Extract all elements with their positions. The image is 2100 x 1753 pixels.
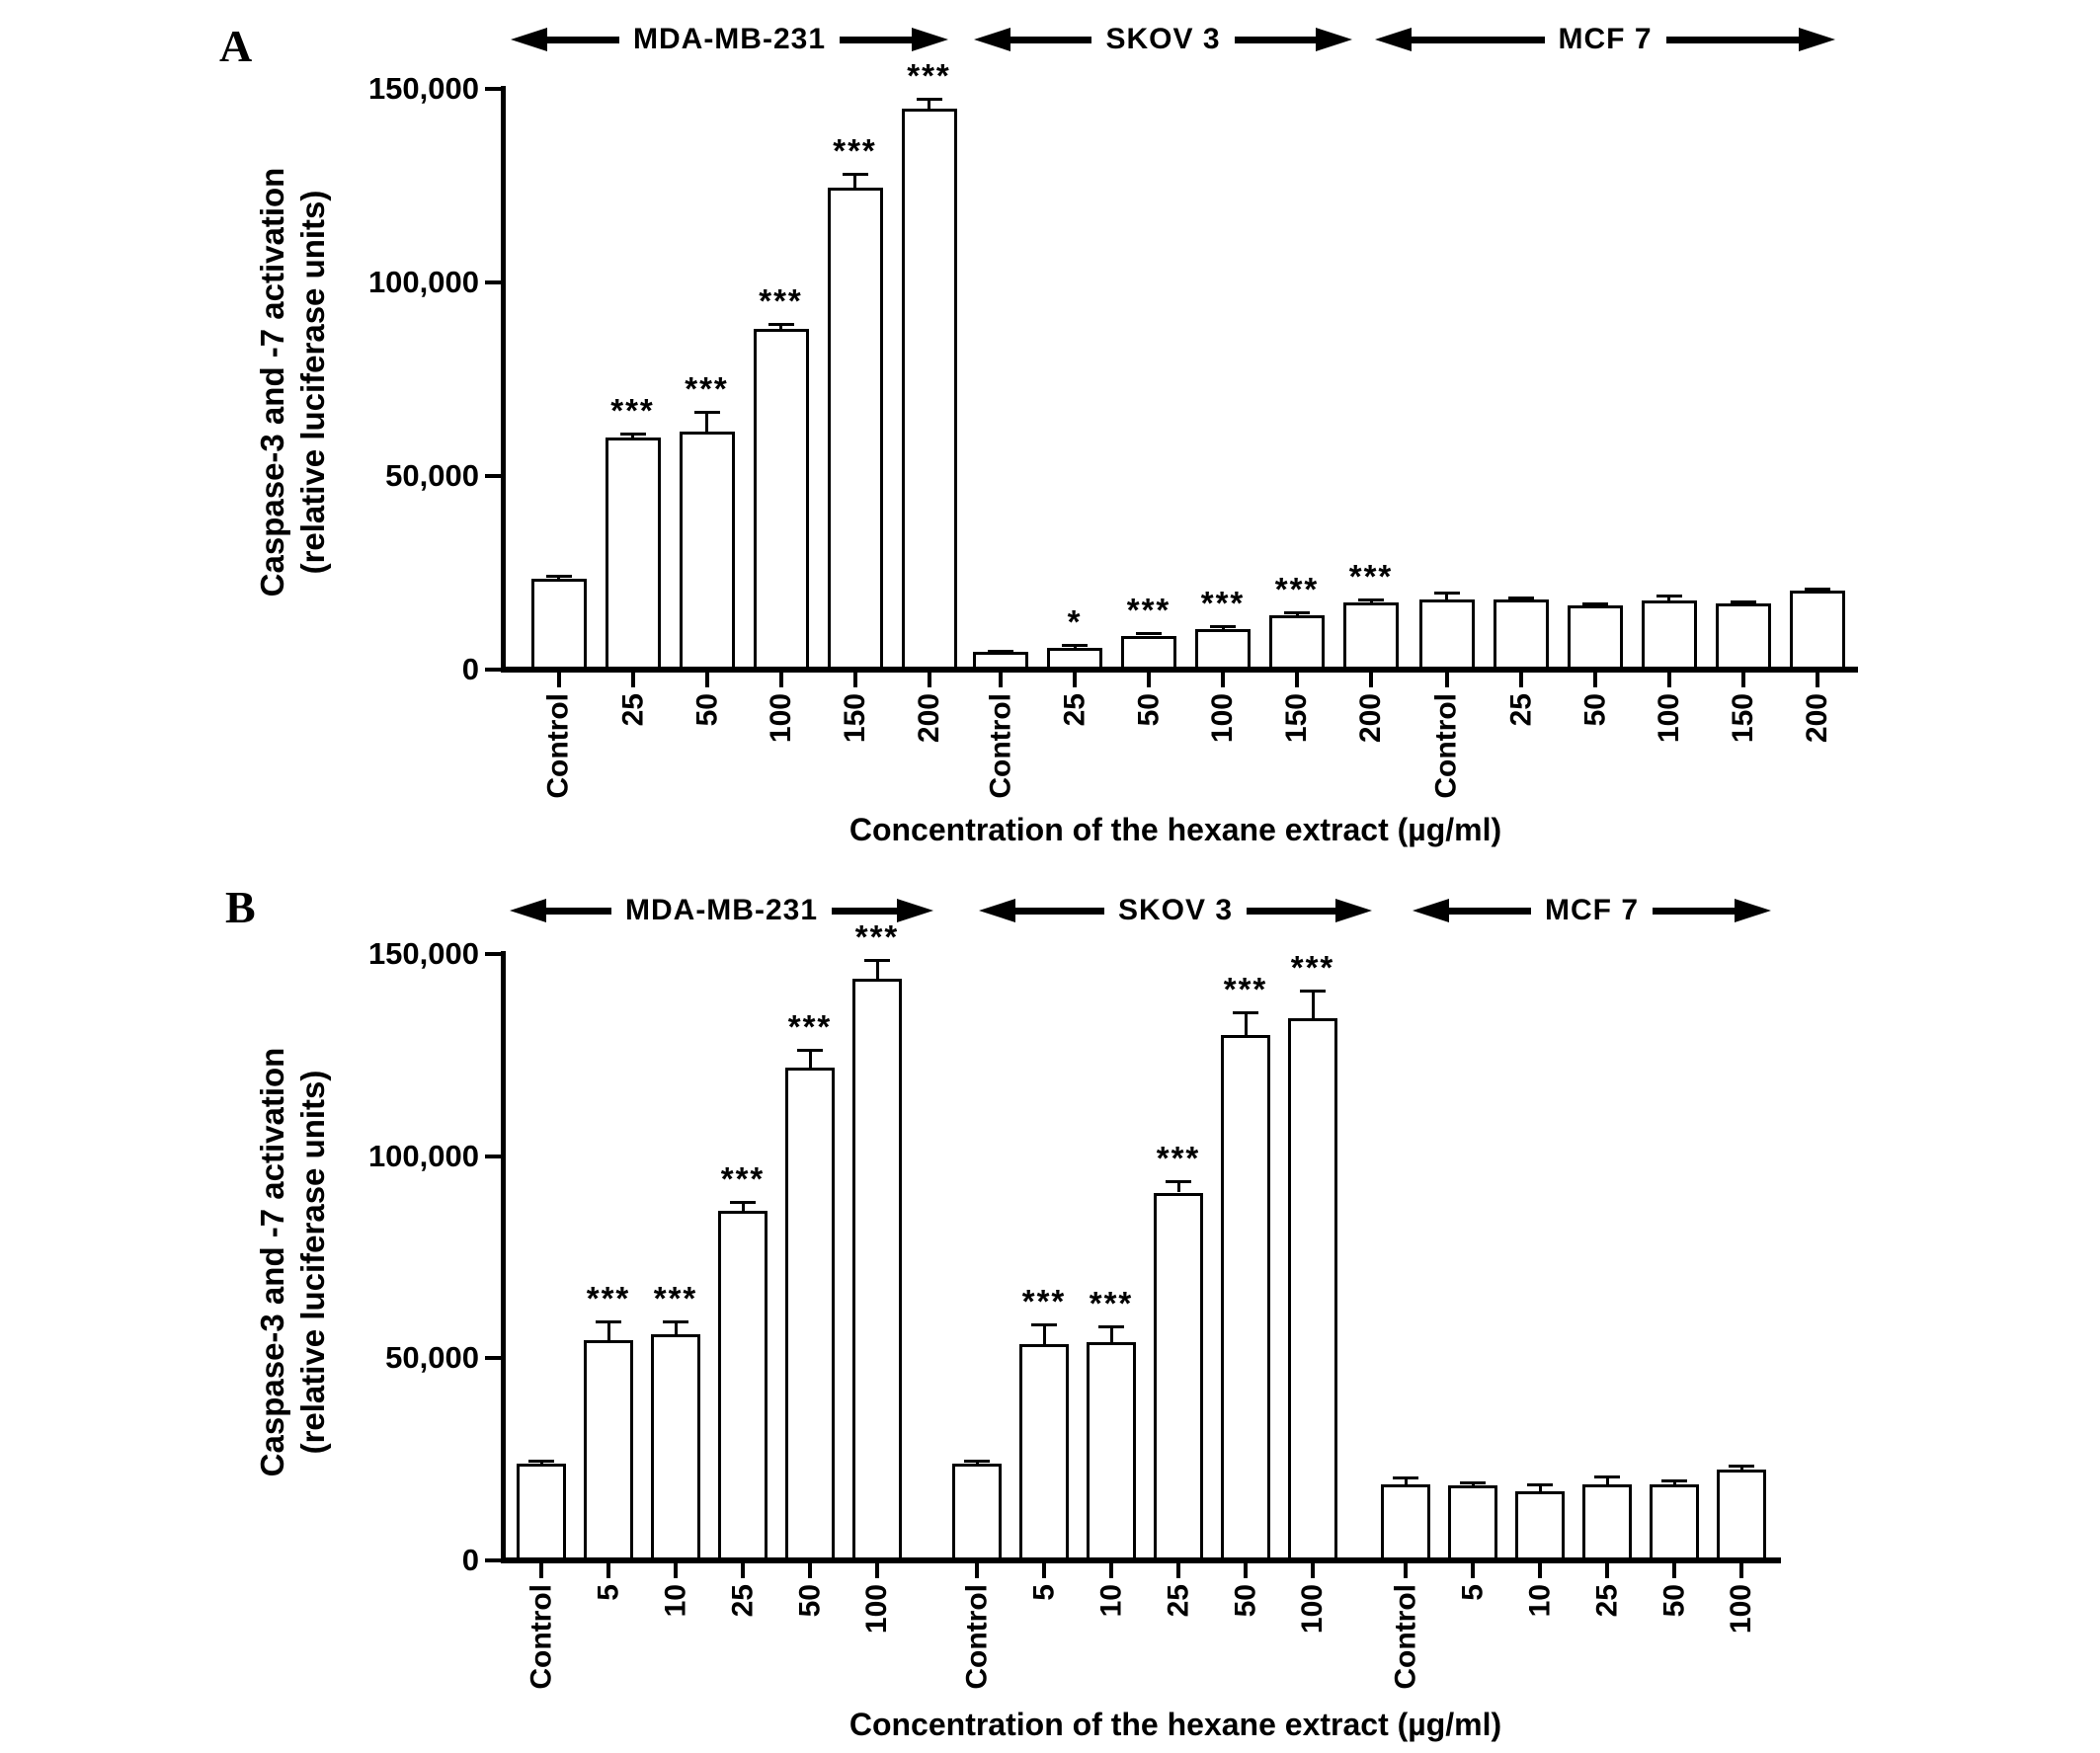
x-tick-label-text: 150 — [1727, 693, 1759, 744]
panel-a-group-label-MCF 7: MCF 7 — [1558, 23, 1653, 55]
panel-a-letter: A — [219, 21, 253, 71]
error-bar-MCF 7-200 — [1816, 589, 1818, 591]
panel-a-x-tick-SKOV 3-150 — [1295, 673, 1299, 687]
x-tick-label-text: 10 — [1094, 1584, 1128, 1618]
bar-MDA-MB-231-10 — [651, 1334, 700, 1560]
arrowhead-left-icon — [1375, 28, 1412, 51]
x-tick-label-text: 25 — [1504, 693, 1537, 727]
error-bar-MCF 7-25 — [1606, 1476, 1609, 1484]
panel-a-y-axis-title-line2: (relative luciferase units) — [294, 190, 331, 575]
panel-a-y-axis — [501, 86, 506, 673]
error-bar-cap-MCF 7-25 — [1594, 1475, 1620, 1478]
error-bar-cap-MDA-MB-231-Control — [528, 1460, 554, 1463]
panel-a-group-range-arrow-SKOV 3 — [974, 25, 1352, 54]
error-bar-cap-SKOV 3-200 — [1358, 598, 1384, 601]
panel-b-x-axis — [501, 1557, 1781, 1563]
panel-a-x-tick-MDA-MB-231-150 — [853, 673, 857, 687]
panel-b-x-tick-SKOV 3-50 — [1244, 1563, 1248, 1578]
x-tick-label-text: 100 — [860, 1584, 894, 1634]
significance-MDA-MB-231-200: *** — [907, 56, 951, 94]
error-bar-cap-SKOV 3-50 — [1136, 632, 1162, 635]
panel-b-x-tick-SKOV 3-Control — [975, 1563, 979, 1578]
error-bar-SKOV 3-Control — [976, 1461, 979, 1463]
bar-MDA-MB-231-5 — [584, 1340, 633, 1560]
error-bar-MDA-MB-231-Control — [557, 576, 560, 579]
arrowhead-left-icon — [510, 899, 546, 922]
error-bar-cap-SKOV 3-100 — [1300, 990, 1326, 993]
error-bar-SKOV 3-100 — [1312, 991, 1315, 1019]
error-bar-cap-MDA-MB-231-Control — [546, 575, 572, 578]
panel-b-x-tick-SKOV 3-5 — [1042, 1563, 1046, 1578]
x-tick-label-text: 200 — [1354, 693, 1388, 744]
x-tick-label-text: 50 — [793, 1584, 827, 1618]
error-bar-MCF 7-Control — [1445, 593, 1448, 599]
significance-SKOV 3-150: *** — [1274, 570, 1320, 607]
significance-MDA-MB-231-25: *** — [720, 1159, 766, 1197]
significance-MDA-MB-231-50: *** — [787, 1008, 833, 1046]
bar-MCF 7-100 — [1642, 600, 1697, 670]
panel-b-x-tick-MCF 7-10 — [1538, 1563, 1542, 1578]
x-tick-label-text: 50 — [1132, 693, 1166, 727]
error-bar-SKOV 3-100 — [1222, 626, 1225, 629]
bar-MDA-MB-231-Control — [517, 1464, 566, 1560]
arrow-shaft — [840, 37, 912, 43]
bar-MDA-MB-231-Control — [531, 579, 587, 670]
arrowhead-left-icon — [974, 28, 1010, 51]
error-bar-MCF 7-100 — [1667, 596, 1670, 600]
significance-SKOV 3-25: * — [1067, 602, 1083, 640]
bar-SKOV 3-5 — [1019, 1344, 1069, 1560]
panel-b-group-range-arrow-MDA-MB-231 — [510, 896, 933, 925]
significance-SKOV 3-100: *** — [1200, 585, 1246, 622]
arrow-shaft — [832, 908, 897, 915]
x-tick-label-text: 100 — [1296, 1584, 1330, 1634]
panel-a-x-tick-MCF 7-200 — [1816, 673, 1819, 687]
error-bar-cap-MDA-MB-231-25 — [620, 433, 646, 436]
panel-b-y-axis-title-line2: (relative luciferase units) — [294, 1070, 331, 1455]
significance-SKOV 3-10: *** — [1089, 1285, 1134, 1322]
panel-a-x-axis — [501, 667, 1858, 673]
panel-a-y-axis-title — [252, 37, 333, 728]
bar-SKOV 3-50 — [1221, 1035, 1270, 1560]
panel-a-y-tick-label-150,000: 150,000 — [367, 71, 479, 106]
panel-a-x-tick-MDA-MB-231-100 — [779, 673, 783, 687]
error-bar-cap-MDA-MB-231-200 — [917, 98, 942, 101]
significance-MDA-MB-231-150: *** — [833, 132, 877, 170]
x-tick-label-text: 25 — [1162, 1584, 1195, 1618]
arrowhead-left-icon — [979, 899, 1015, 922]
bar-MCF 7-10 — [1515, 1491, 1565, 1560]
panel-b-y-tick-0 — [485, 1558, 501, 1562]
arrowhead-left-icon — [511, 28, 547, 51]
significance-MDA-MB-231-25: *** — [610, 392, 655, 430]
bar-MCF 7-Control — [1381, 1484, 1430, 1560]
arrow-shaft — [1235, 37, 1316, 43]
arrow-shaft — [1247, 908, 1335, 915]
error-bar-cap-MDA-MB-231-10 — [663, 1320, 688, 1323]
x-tick-label-text: Control — [1430, 693, 1463, 799]
x-tick-label-text: Control — [1389, 1584, 1422, 1690]
error-bar-cap-MCF 7-50 — [1582, 602, 1608, 605]
error-bar-cap-MDA-MB-231-5 — [596, 1320, 621, 1323]
panel-a-group-label-MDA-MB-231: MDA-MB-231 — [633, 23, 827, 55]
panel-b-x-tick-MDA-MB-231-25 — [741, 1563, 745, 1578]
error-bar-cap-SKOV 3-25 — [1062, 644, 1088, 647]
panel-b-x-tick-SKOV 3-100 — [1311, 1563, 1315, 1578]
panel-a-group-label-SKOV 3: SKOV 3 — [1105, 23, 1221, 55]
significance-MDA-MB-231-5: *** — [586, 1280, 631, 1317]
panel-a-y-tick-label-50,000: 50,000 — [385, 458, 479, 493]
x-tick-label-text: 25 — [1590, 1584, 1624, 1618]
panel-b-x-tick-MDA-MB-231-Control — [539, 1563, 543, 1578]
panel-a-x-tick-MCF 7-150 — [1741, 673, 1745, 687]
error-bar-SKOV 3-150 — [1296, 612, 1299, 615]
error-bar-SKOV 3-200 — [1370, 599, 1373, 602]
arrowhead-right-icon — [1735, 899, 1771, 922]
x-tick-label-text: 5 — [592, 1584, 625, 1601]
error-bar-cap-SKOV 3-10 — [1098, 1325, 1124, 1328]
x-tick-label-text: 25 — [1058, 693, 1091, 727]
significance-SKOV 3-100: *** — [1290, 948, 1335, 986]
error-bar-cap-MCF 7-25 — [1508, 597, 1534, 599]
x-tick-label-text: 100 — [765, 693, 797, 744]
x-tick-label-text: 25 — [616, 693, 649, 727]
x-tick-label-text: 150 — [839, 693, 871, 744]
x-tick-label-text: 5 — [1027, 1584, 1061, 1601]
panel-b-group-range-arrow-SKOV 3 — [979, 896, 1372, 925]
x-tick-label-text: 200 — [913, 693, 945, 744]
panel-b-y-tick-150,000 — [485, 952, 501, 956]
error-bar-cap-MDA-MB-231-25 — [730, 1201, 756, 1204]
arrowhead-right-icon — [912, 28, 948, 51]
bar-SKOV 3-Control — [952, 1464, 1002, 1560]
arrow-shaft — [1412, 37, 1545, 43]
error-bar-MDA-MB-231-150 — [853, 174, 856, 188]
bar-MCF 7-50 — [1650, 1484, 1699, 1560]
panel-a-x-tick-MCF 7-50 — [1593, 673, 1597, 687]
panel-b-y-tick-label-150,000: 150,000 — [367, 936, 479, 971]
panel-a-x-tick-MCF 7-100 — [1667, 673, 1671, 687]
x-tick-label-text: 100 — [1653, 693, 1685, 744]
bar-SKOV 3-100 — [1288, 1018, 1337, 1560]
panel-b-group-label-MCF 7: MCF 7 — [1545, 894, 1639, 926]
panel-b-x-tick-MCF 7-5 — [1471, 1563, 1475, 1578]
arrowhead-right-icon — [1316, 28, 1352, 51]
panel-b-x-tick-SKOV 3-10 — [1109, 1563, 1113, 1578]
error-bar-MCF 7-25 — [1519, 598, 1522, 599]
arrow-shaft — [1015, 908, 1104, 915]
error-bar-cap-SKOV 3-150 — [1284, 611, 1310, 614]
significance-SKOV 3-25: *** — [1156, 1140, 1201, 1177]
bar-MCF 7-25 — [1494, 599, 1549, 670]
x-tick-label-text: Control — [542, 693, 575, 799]
error-bar-cap-MCF 7-5 — [1460, 1481, 1486, 1484]
x-tick-label-text: Control — [984, 693, 1017, 799]
panel-b-y-axis — [501, 951, 506, 1563]
x-tick-label-text: 50 — [690, 693, 723, 727]
error-bar-MDA-MB-231-5 — [607, 1321, 610, 1339]
arrow-shaft — [1449, 908, 1531, 915]
error-bar-MCF 7-Control — [1405, 1477, 1408, 1484]
panel-a-y-tick-50,000 — [485, 474, 501, 478]
bar-MDA-MB-231-200 — [902, 109, 957, 670]
x-tick-label-text: 50 — [1657, 1584, 1691, 1618]
bar-SKOV 3-25 — [1154, 1193, 1203, 1560]
significance-MDA-MB-231-100: *** — [759, 282, 803, 320]
significance-MDA-MB-231-50: *** — [685, 369, 729, 407]
bar-SKOV 3-50 — [1121, 636, 1176, 670]
bar-MDA-MB-231-150 — [828, 188, 883, 670]
panel-a-x-tick-MCF 7-25 — [1519, 673, 1523, 687]
error-bar-MDA-MB-231-25 — [742, 1202, 745, 1211]
error-bar-MDA-MB-231-50 — [809, 1050, 812, 1067]
error-bar-MCF 7-5 — [1472, 1482, 1475, 1485]
panel-b-group-range-arrow-MCF 7 — [1413, 896, 1771, 925]
bar-SKOV 3-Control — [973, 652, 1028, 670]
significance-SKOV 3-50: *** — [1223, 971, 1268, 1008]
arrowhead-left-icon — [1413, 899, 1449, 922]
arrow-shaft — [546, 908, 611, 915]
panel-a-x-tick-MDA-MB-231-Control — [557, 673, 561, 687]
error-bar-cap-SKOV 3-5 — [1031, 1323, 1057, 1326]
error-bar-cap-MDA-MB-231-50 — [694, 411, 720, 414]
x-tick-label-text: 100 — [1725, 1584, 1758, 1634]
bar-SKOV 3-100 — [1195, 629, 1251, 670]
panel-b-letter: B — [225, 882, 256, 932]
error-bar-cap-MDA-MB-231-100 — [864, 959, 890, 962]
error-bar-MCF 7-100 — [1740, 1466, 1743, 1470]
significance-SKOV 3-200: *** — [1348, 558, 1394, 596]
bar-SKOV 3-10 — [1087, 1342, 1136, 1560]
error-bar-cap-SKOV 3-50 — [1233, 1011, 1258, 1014]
panel-a-x-tick-SKOV 3-Control — [999, 673, 1003, 687]
error-bar-SKOV 3-50 — [1148, 633, 1151, 636]
error-bar-cap-SKOV 3-Control — [988, 650, 1013, 653]
error-bar-MCF 7-150 — [1741, 601, 1744, 603]
bar-MDA-MB-231-100 — [754, 329, 809, 670]
bar-MDA-MB-231-25 — [718, 1211, 767, 1560]
bar-MCF 7-Control — [1419, 599, 1475, 670]
bar-MCF 7-5 — [1448, 1485, 1497, 1560]
error-bar-SKOV 3-50 — [1245, 1012, 1248, 1035]
error-bar-SKOV 3-10 — [1110, 1326, 1113, 1342]
significance-MDA-MB-231-100: *** — [854, 918, 900, 956]
panel-b-x-tick-MCF 7-Control — [1404, 1563, 1408, 1578]
error-bar-MCF 7-50 — [1673, 1480, 1676, 1484]
error-bar-cap-MDA-MB-231-50 — [797, 1049, 823, 1052]
panel-a-x-axis-title: Concentration of the hexane extract (µg/ml) — [848, 812, 1502, 847]
panel-b-x-tick-MDA-MB-231-10 — [674, 1563, 678, 1578]
error-bar-cap-MCF 7-100 — [1656, 595, 1682, 598]
panel-a-group-range-arrow-MCF 7 — [1375, 25, 1835, 54]
panel-b-x-tick-MDA-MB-231-5 — [606, 1563, 610, 1578]
error-bar-SKOV 3-25 — [1177, 1181, 1180, 1192]
panel-a-group-range-arrow-MDA-MB-231 — [511, 25, 948, 54]
x-tick-label-text: 10 — [659, 1584, 692, 1618]
bar-MCF 7-100 — [1717, 1470, 1766, 1560]
panel-a-y-tick-100,000 — [485, 280, 501, 284]
significance-MDA-MB-231-10: *** — [653, 1280, 698, 1317]
error-bar-SKOV 3-25 — [1074, 645, 1077, 649]
error-bar-cap-MCF 7-150 — [1731, 600, 1756, 603]
error-bar-cap-MCF 7-100 — [1729, 1465, 1754, 1468]
error-bar-cap-SKOV 3-25 — [1166, 1180, 1191, 1183]
error-bar-SKOV 3-5 — [1043, 1324, 1046, 1344]
x-tick-label-text: 150 — [1280, 693, 1314, 744]
bar-MDA-MB-231-100 — [852, 979, 902, 1560]
bar-MDA-MB-231-50 — [680, 432, 735, 670]
error-bar-cap-MCF 7-10 — [1527, 1483, 1553, 1486]
arrow-shaft — [547, 37, 619, 43]
panel-a-x-tick-SKOV 3-25 — [1073, 673, 1077, 687]
arrow-shaft — [1653, 908, 1735, 915]
panel-b-x-tick-MDA-MB-231-50 — [808, 1563, 812, 1578]
panel-a-y-axis-title-line1: Caspase-3 and -7 activation — [254, 167, 290, 598]
bar-SKOV 3-200 — [1343, 602, 1399, 670]
panel-a-x-tick-MDA-MB-231-200 — [928, 673, 931, 687]
panel-b-y-axis-title-line1: Caspase-3 and -7 activation — [254, 1047, 290, 1477]
error-bar-MDA-MB-231-Control — [540, 1461, 543, 1463]
error-bar-MDA-MB-231-50 — [705, 412, 708, 432]
arrow-shaft — [1010, 37, 1091, 43]
error-bar-MDA-MB-231-100 — [876, 960, 879, 978]
panel-a-x-tick-SKOV 3-200 — [1369, 673, 1373, 687]
panel-b-y-tick-100,000 — [485, 1155, 501, 1158]
error-bar-cap-MCF 7-50 — [1661, 1479, 1687, 1482]
error-bar-MCF 7-50 — [1593, 603, 1596, 606]
x-tick-label-text: 200 — [1801, 693, 1833, 744]
error-bar-cap-MCF 7-Control — [1393, 1476, 1418, 1479]
error-bar-cap-MCF 7-200 — [1805, 588, 1830, 591]
panel-b-y-tick-label-50,000: 50,000 — [385, 1340, 479, 1376]
error-bar-cap-MCF 7-Control — [1434, 592, 1460, 595]
bar-MCF 7-50 — [1568, 605, 1623, 670]
bar-SKOV 3-150 — [1269, 615, 1325, 670]
x-tick-label-text: Control — [960, 1584, 994, 1690]
error-bar-MCF 7-10 — [1539, 1484, 1542, 1491]
x-tick-label-text: 10 — [1523, 1584, 1557, 1618]
x-tick-label-text: 100 — [1206, 693, 1240, 744]
arrowhead-right-icon — [1799, 28, 1835, 51]
panel-b-y-tick-label-0: 0 — [461, 1543, 479, 1577]
significance-SKOV 3-5: *** — [1021, 1283, 1067, 1320]
panel-a-x-tick-SKOV 3-50 — [1147, 673, 1151, 687]
error-bar-MDA-MB-231-100 — [779, 324, 782, 329]
error-bar-cap-MDA-MB-231-150 — [843, 173, 868, 176]
panel-b-x-tick-SKOV 3-25 — [1176, 1563, 1180, 1578]
panel-b-x-tick-MCF 7-50 — [1672, 1563, 1676, 1578]
panel-b-x-tick-MCF 7-100 — [1739, 1563, 1743, 1578]
error-bar-cap-SKOV 3-Control — [964, 1460, 990, 1463]
error-bar-cap-SKOV 3-100 — [1210, 625, 1236, 628]
arrowhead-right-icon — [897, 899, 933, 922]
panel-b-y-tick-label-100,000: 100,000 — [367, 1138, 479, 1173]
x-tick-label-text: 25 — [726, 1584, 760, 1618]
panel-a-y-tick-150,000 — [485, 87, 501, 91]
panel-b-group-label-MDA-MB-231: MDA-MB-231 — [625, 894, 819, 926]
panel-a-x-tick-MDA-MB-231-50 — [705, 673, 709, 687]
panel-b-x-tick-MCF 7-25 — [1605, 1563, 1609, 1578]
x-tick-label-text: Control — [525, 1584, 558, 1690]
panel-a-y-tick-label-100,000: 100,000 — [367, 265, 479, 299]
x-tick-label-text: 50 — [1578, 693, 1611, 727]
bar-SKOV 3-25 — [1047, 648, 1102, 670]
panel-a-x-tick-MDA-MB-231-25 — [631, 673, 635, 687]
error-bar-cap-MDA-MB-231-100 — [768, 323, 794, 326]
panel-b-y-tick-50,000 — [485, 1356, 501, 1360]
x-tick-label-text: 5 — [1456, 1584, 1490, 1601]
significance-SKOV 3-50: *** — [1126, 591, 1171, 628]
panel-b-group-label-SKOV 3: SKOV 3 — [1117, 894, 1234, 926]
panel-b-y-axis-title — [252, 916, 333, 1608]
panel-b-x-tick-MDA-MB-231-100 — [875, 1563, 879, 1578]
bar-MCF 7-150 — [1716, 603, 1771, 670]
panel-a-y-tick-0 — [485, 668, 501, 672]
panel-a-y-tick-label-0: 0 — [461, 652, 479, 686]
error-bar-SKOV 3-Control — [1000, 651, 1003, 653]
panel-a-x-tick-SKOV 3-100 — [1221, 673, 1225, 687]
bar-MDA-MB-231-50 — [785, 1068, 835, 1560]
panel-b-x-axis-title: Concentration of the hexane extract (µg/ml) — [848, 1707, 1502, 1742]
error-bar-MDA-MB-231-200 — [928, 99, 930, 109]
x-tick-label-text: 50 — [1229, 1584, 1262, 1618]
bar-MCF 7-25 — [1582, 1484, 1632, 1560]
error-bar-MDA-MB-231-10 — [675, 1321, 678, 1333]
bar-MCF 7-200 — [1790, 591, 1845, 670]
arrowhead-right-icon — [1335, 899, 1372, 922]
arrow-shaft — [1666, 37, 1800, 43]
error-bar-MDA-MB-231-25 — [631, 434, 634, 438]
bar-MDA-MB-231-25 — [606, 438, 661, 670]
panel-a-x-tick-MCF 7-Control — [1445, 673, 1449, 687]
